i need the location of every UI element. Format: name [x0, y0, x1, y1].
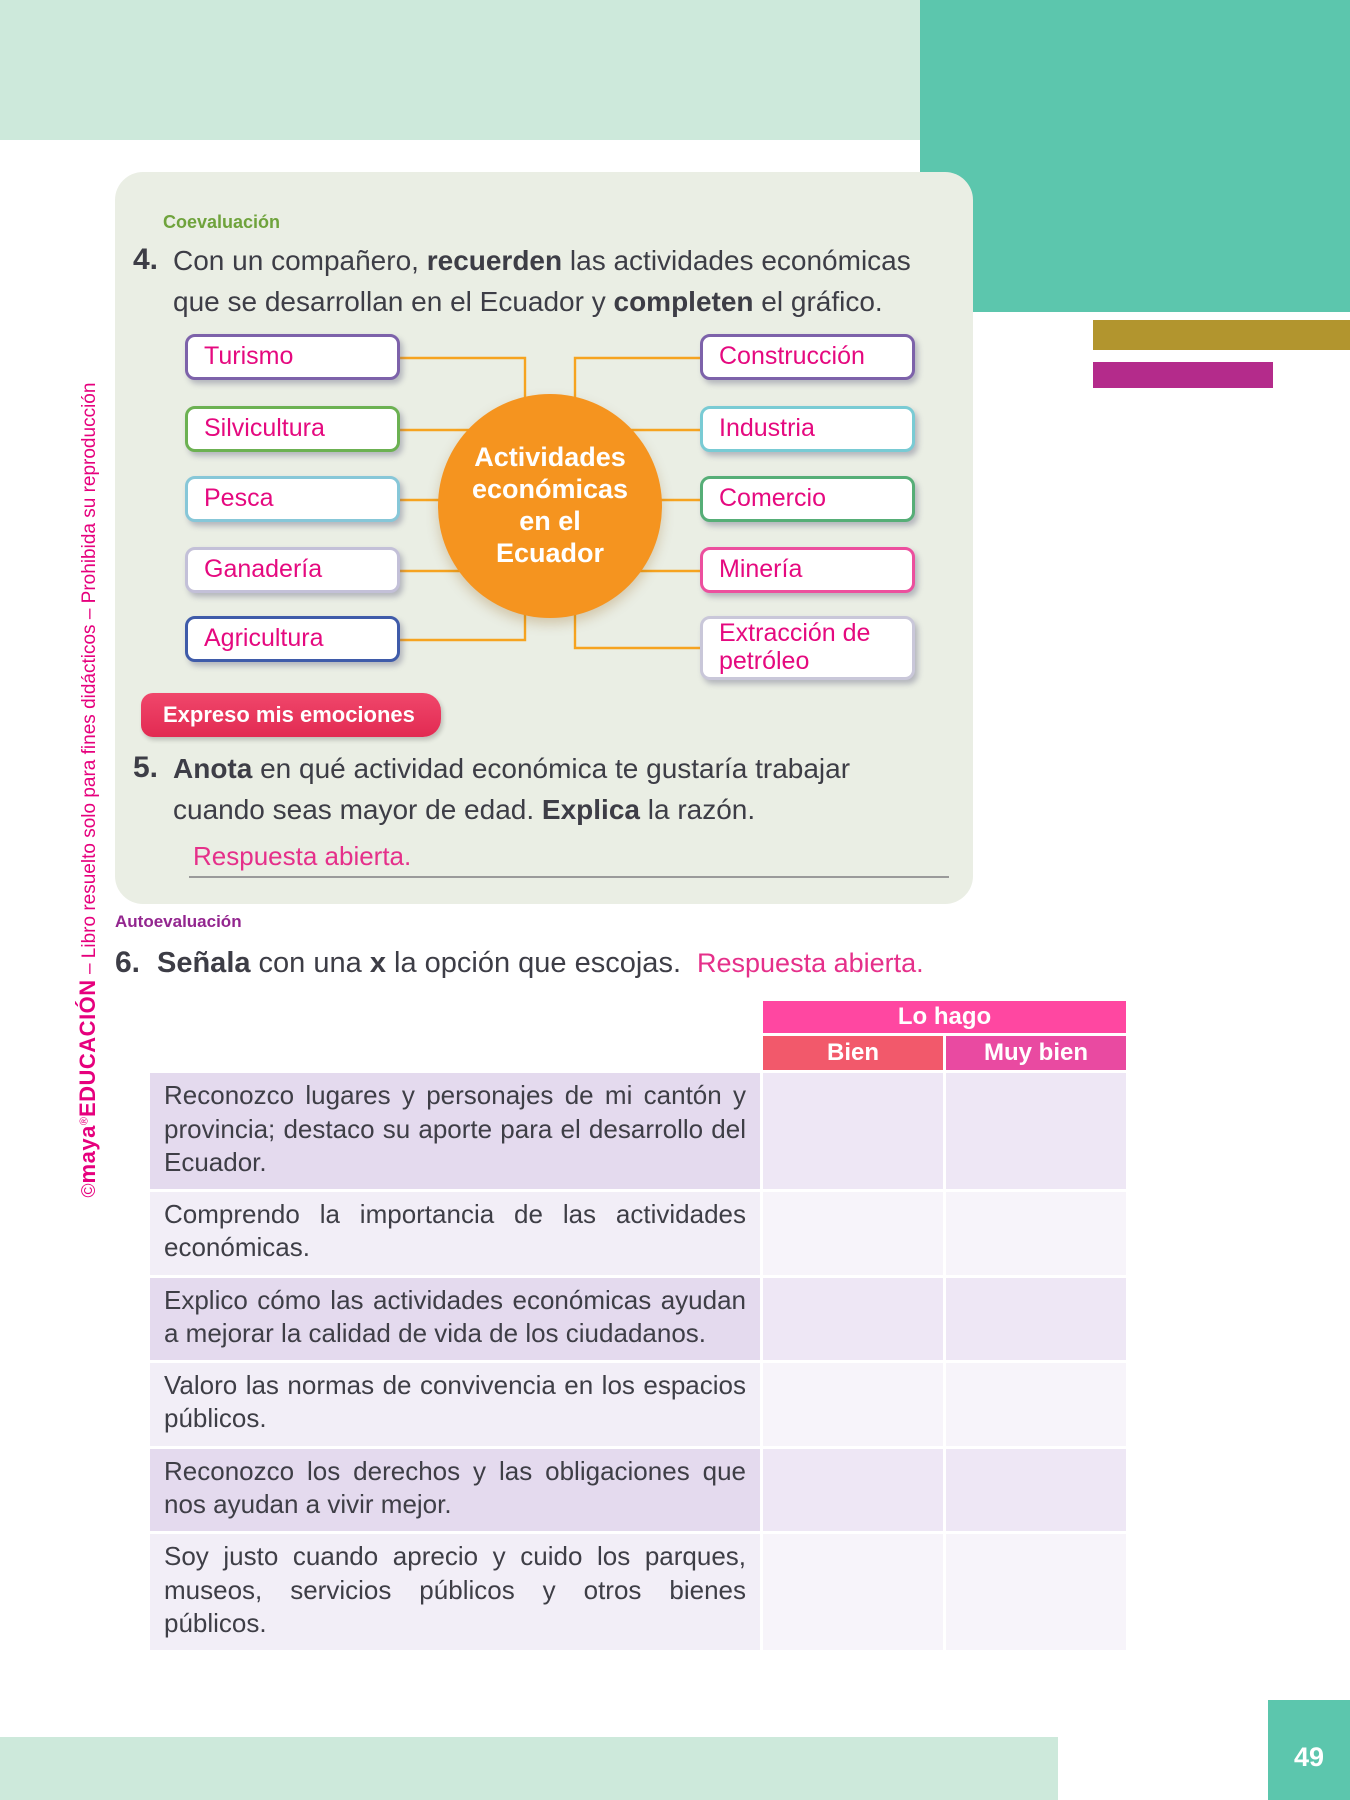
diagram-box-label: Agricultura	[204, 624, 324, 653]
answer-cell-muy-bien[interactable]	[946, 1073, 1126, 1189]
table-header-row	[150, 1036, 1126, 1070]
diagram-box-label: Extracción de petróleo	[719, 619, 871, 675]
diagram-box-label: Industria	[719, 414, 815, 443]
answer-line-2[interactable]	[189, 882, 949, 905]
diagram-box-ganaderia	[185, 547, 400, 593]
statement-cell: Soy justo cuando aprecio y cuido los parques, museos, servicios públicos y otros bienes públicos.	[150, 1534, 760, 1650]
answer-cell-bien[interactable]	[763, 1363, 943, 1446]
diagram-box-label: Turismo	[204, 342, 294, 371]
question-4-text: Con un compañero, recuerden las actividades económicas que se desarrollan en el Ecuador y completen el gráfico.	[173, 245, 911, 317]
diagram-box-label: Silvicultura	[204, 414, 325, 443]
economic-activities-diagram	[133, 329, 943, 681]
open-answer-text: Respuesta abierta.	[697, 948, 924, 978]
table-row	[150, 1363, 1126, 1446]
brand-suffix: EDUCACIÓN	[75, 979, 100, 1118]
answer-cell-bien[interactable]	[763, 1449, 943, 1532]
self-assessment-table	[147, 998, 1129, 1653]
question-4	[133, 241, 943, 323]
question-6-text: Señala con una x la opción que escojas.	[157, 947, 681, 979]
answer-cell-muy-bien[interactable]	[946, 1449, 1126, 1532]
mint-top-band	[0, 0, 922, 140]
diagram-box-pesca	[185, 476, 400, 522]
magenta-accent-bar	[1093, 362, 1273, 388]
statement-cell: Reconozco los derechos y las obligaciones que nos ayudan a vivir mejor.	[150, 1449, 760, 1532]
coevaluation-label: Coevaluación	[163, 212, 281, 232]
question-5-number: 5.	[133, 750, 159, 784]
question-4-number: 4.	[133, 243, 159, 276]
mint-bottom-band	[0, 1737, 1058, 1800]
copyright-sidebar	[75, 383, 101, 1198]
answer-cell-muy-bien[interactable]	[946, 1192, 1126, 1275]
answer-cell-muy-bien[interactable]	[946, 1534, 1126, 1650]
autoevaluation-section	[115, 912, 1135, 1653]
bien-column-header: Bien	[763, 1036, 943, 1070]
table-row	[150, 1449, 1126, 1532]
question-5-text: Anota en qué actividad económica te gustaría trabajar cuando seas mayor de edad. Explica la razón.	[173, 752, 851, 825]
diagram-box-label: Construcción	[719, 342, 865, 371]
diagram-box-extraccion-petroleo	[700, 616, 915, 680]
emotions-banner: Expreso mis emociones	[141, 693, 441, 737]
teal-corner-block	[920, 0, 1350, 312]
table-row	[150, 1278, 1126, 1361]
page-number-block	[1268, 1700, 1350, 1800]
lo-hago-header: Lo hago	[763, 1001, 1126, 1033]
diagram-box-label: Pesca	[204, 484, 274, 513]
table-row	[150, 1073, 1126, 1189]
copyright-symbol: ©	[79, 1183, 100, 1198]
statement-cell: Comprendo la importancia de las actividades económicas.	[150, 1192, 760, 1275]
diagram-box-label: Ganadería	[204, 555, 323, 584]
diagram-box-turismo	[185, 334, 400, 380]
diagram-box-comercio	[700, 476, 915, 522]
table-row	[150, 1192, 1126, 1275]
page-number: 49	[1293, 1742, 1325, 1772]
answer-line-1[interactable]	[189, 839, 949, 878]
blank-header-cell	[150, 1036, 760, 1070]
diagram-box-construccion	[700, 334, 915, 380]
statement-cell: Valoro las normas de convivencia en los espacios públicos.	[150, 1363, 760, 1446]
answer-cell-bien[interactable]	[763, 1534, 943, 1650]
diagram-box-label: Minería	[719, 555, 803, 584]
answer-cell-bien[interactable]	[763, 1192, 943, 1275]
diagram-box-agricultura	[185, 616, 400, 662]
diagram-center-circle: Actividades económicas en el Ecuador	[438, 394, 662, 618]
statement-cell: Reconozco lugares y personajes de mi cantón y provincia; destaco su aporte para el desarrollo del Ecuador.	[150, 1073, 760, 1189]
registered-mark: ®	[78, 1117, 91, 1126]
answer-cell-muy-bien[interactable]	[946, 1363, 1126, 1446]
muy-bien-column-header: Muy bien	[946, 1036, 1126, 1070]
answer-cell-muy-bien[interactable]	[946, 1278, 1126, 1361]
diagram-box-industria	[700, 406, 915, 452]
coevaluation-panel	[115, 172, 973, 904]
answer-cell-bien[interactable]	[763, 1073, 943, 1189]
answer-cell-bien[interactable]	[763, 1278, 943, 1361]
table-header-group-row	[150, 1001, 1126, 1033]
autoevaluation-label: Autoevaluación	[115, 912, 242, 931]
copyright-notice: – Libro resuelto solo para fines didácticos – Prohibida su reproducción	[79, 382, 100, 980]
question-6	[115, 942, 1135, 984]
table-row	[150, 1534, 1126, 1650]
statement-cell: Explico cómo las actividades económicas ayudan a mejorar la calidad de vida de los ciudadanos.	[150, 1278, 760, 1361]
open-answer-text: Respuesta abierta.	[193, 840, 412, 871]
gold-accent-bar	[1093, 320, 1350, 350]
blank-header-cell	[150, 1001, 760, 1033]
diagram-box-silvicultura	[185, 406, 400, 452]
brand-logo: maya	[75, 1125, 100, 1184]
question-6-number: 6.	[115, 946, 141, 979]
question-5	[133, 749, 943, 831]
diagram-box-label: Comercio	[719, 484, 826, 513]
diagram-box-mineria	[700, 547, 915, 593]
